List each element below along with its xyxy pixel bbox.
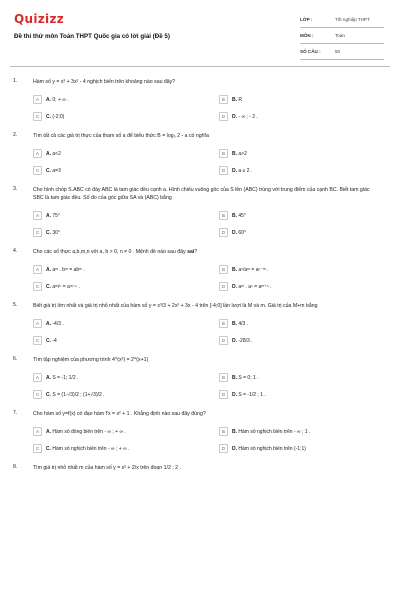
option-text xyxy=(46,97,69,103)
answer-option-b[interactable] xyxy=(219,148,385,159)
answer-option-b[interactable] xyxy=(219,210,385,221)
option-letter-box: A xyxy=(33,373,42,382)
question-text-part: Cho hàm số y=f(x) có đạo hàm f'x = x² + 1 . Khẳng định nào sau đây đúng? xyxy=(33,411,206,417)
option-label: C. xyxy=(46,391,51,398)
answer-option-a[interactable] xyxy=(33,318,199,329)
option-letter-box: B xyxy=(219,211,228,220)
option-value: aᵐ/ⁿ = aᵐ⁻ⁿ . xyxy=(52,283,80,290)
meta-label: MÔN : xyxy=(300,33,314,38)
answer-option-c[interactable] xyxy=(33,443,199,454)
question-text-part: Biết giá trị lớn nhất và giá trị nhỏ nhất của hàm số y = x³/3 + 2x² + 3x - 4 trên [-4;0] lần lượt là M và m. Giá trị của M+m bằng xyxy=(33,303,318,309)
option-letter-box: D xyxy=(219,166,228,175)
option-letter-box: C xyxy=(33,336,42,345)
question-text xyxy=(33,356,378,364)
question-item xyxy=(0,464,400,472)
meta-value: 50 xyxy=(335,49,341,54)
answer-options xyxy=(33,264,385,292)
question-text-part: ? xyxy=(194,249,198,255)
option-text xyxy=(232,429,310,435)
option-letter-box: B xyxy=(219,95,228,104)
answer-option-a[interactable] xyxy=(33,426,199,437)
option-letter-box: A xyxy=(33,95,42,104)
option-text xyxy=(232,392,266,398)
option-text xyxy=(46,114,64,120)
option-text xyxy=(46,284,80,290)
answer-options xyxy=(33,94,385,122)
option-label: B. xyxy=(232,212,237,219)
option-value: (-2;0) xyxy=(52,113,65,120)
option-letter-box: B xyxy=(219,265,228,274)
option-text xyxy=(46,230,60,236)
question-text-part: Tìm tất cả các giá trị thực của tham số a để biểu thức B = log₃ 2 - a có nghĩa xyxy=(33,133,209,139)
option-value: a>2 xyxy=(238,150,247,157)
option-label: C. xyxy=(46,283,51,290)
option-value: 75° xyxy=(52,212,60,219)
question-text-part: Tìm tập nghiệm của phương trình 4^(x²) = 2^(x+1) xyxy=(33,357,149,363)
question-number: 7. xyxy=(13,410,18,416)
option-letter-box: C xyxy=(33,112,42,121)
option-letter-box: A xyxy=(33,265,42,274)
option-text xyxy=(232,151,247,157)
option-label: C. xyxy=(46,167,51,174)
option-label: B. xyxy=(232,428,237,435)
option-value: aᵐ . aⁿ = aᵐ⁺ⁿ . xyxy=(238,283,272,290)
option-text xyxy=(46,168,61,174)
question-text xyxy=(33,186,378,202)
answer-option-d[interactable] xyxy=(219,227,385,238)
option-letter-box: C xyxy=(33,444,42,453)
question-text-part: Hàm số y = x³ + 3x² - 4 nghịch biến trên khoảng nào sau đây? xyxy=(33,79,176,85)
answer-options xyxy=(33,372,385,400)
option-label: B. xyxy=(232,320,237,327)
question-item xyxy=(0,410,400,454)
question-text-part: Cho hình chóp S.ABC có đáy ABC là tam giác đều cạnh a. Hình chiếu vuông góc của S lên (ABC) trùng với trung điểm của cạnh BC. Biết tam giác SBC là tam giác đều. Số đo của góc giữa SA và (ABC) bằng xyxy=(33,187,370,201)
meta-value: Toán xyxy=(335,33,345,38)
option-text xyxy=(46,213,60,219)
question-number: 5. xyxy=(13,302,18,308)
meta-label: LỚP : xyxy=(300,17,313,22)
meta-row-class xyxy=(300,14,384,28)
answer-option-c[interactable] xyxy=(33,389,199,400)
option-label: A. xyxy=(46,320,51,327)
option-letter-box: C xyxy=(33,282,42,291)
answer-option-b[interactable] xyxy=(219,318,385,329)
option-value: S = -1; 1/2 . xyxy=(52,374,79,381)
option-label: C. xyxy=(46,445,51,452)
option-value: S = (1-√3)/2 ; (1+√3)/2 . xyxy=(52,391,105,398)
answer-option-d[interactable] xyxy=(219,335,385,346)
question-number: 4. xyxy=(13,248,18,254)
question-text xyxy=(33,410,378,418)
option-text xyxy=(232,446,306,452)
option-value: - ∞ ; - 2 . xyxy=(238,113,258,120)
option-label: B. xyxy=(232,150,237,157)
question-text xyxy=(33,302,378,310)
meta-row-count xyxy=(300,46,384,60)
answer-options xyxy=(33,210,385,238)
option-text xyxy=(46,392,105,398)
option-letter-box: D xyxy=(219,390,228,399)
option-text xyxy=(232,230,246,236)
meta-row-subject xyxy=(300,30,384,44)
answer-option-b[interactable] xyxy=(219,264,385,275)
option-text xyxy=(46,321,64,327)
option-value: -4 xyxy=(52,337,57,344)
answer-option-c[interactable] xyxy=(33,111,199,122)
meta-value: Tốt nghiệp THPT xyxy=(335,17,370,22)
option-letter-box: B xyxy=(219,319,228,328)
option-letter-box: C xyxy=(33,228,42,237)
option-label: A. xyxy=(46,374,51,381)
option-value: Hàm số nghịch biến trên (-1;1) xyxy=(238,445,306,452)
option-label: D. xyxy=(232,229,237,236)
meta-label: SỐ CÂU : xyxy=(300,49,321,54)
option-value: R xyxy=(238,96,243,103)
option-letter-box: B xyxy=(219,373,228,382)
option-text xyxy=(46,375,78,381)
option-value: -4/3 . xyxy=(52,320,64,327)
answer-option-c[interactable] xyxy=(33,227,199,238)
option-text xyxy=(232,267,269,273)
option-label: C. xyxy=(46,229,51,236)
question-number: 3. xyxy=(13,186,18,192)
question-text xyxy=(33,132,378,140)
answer-option-d[interactable] xyxy=(219,165,385,176)
option-label: D. xyxy=(232,167,237,174)
question-text xyxy=(33,248,378,256)
option-text xyxy=(232,338,253,344)
answer-options xyxy=(33,318,385,346)
answer-option-d[interactable] xyxy=(219,443,385,454)
option-label: A. xyxy=(46,150,51,157)
option-value: a<2 xyxy=(52,150,61,157)
answer-option-c[interactable] xyxy=(33,165,199,176)
option-text xyxy=(46,338,57,344)
answer-option-a[interactable] xyxy=(33,94,199,105)
option-value: 30° xyxy=(52,229,60,236)
option-letter-box: D xyxy=(219,112,228,121)
option-value: aᵐ . bᵐ = abᵐ . xyxy=(52,266,85,273)
answer-option-a[interactable] xyxy=(33,210,199,221)
option-text xyxy=(46,429,126,435)
answer-option-d[interactable] xyxy=(219,281,385,292)
answer-option-d[interactable] xyxy=(219,111,385,122)
option-text xyxy=(232,321,248,327)
option-text xyxy=(232,97,242,103)
option-label: B. xyxy=(232,96,237,103)
option-label: A. xyxy=(46,428,51,435)
question-item xyxy=(0,132,400,176)
option-text xyxy=(232,213,246,219)
question-item xyxy=(0,78,400,122)
option-value: a ≤ 2 . xyxy=(238,167,253,174)
option-label: D. xyxy=(232,283,237,290)
option-text xyxy=(46,151,61,157)
option-value: S = 0; 1 . xyxy=(238,374,259,381)
header-divider xyxy=(10,66,390,67)
meta-table xyxy=(300,14,384,62)
answer-option-a[interactable] xyxy=(33,148,199,159)
answer-option-b[interactable] xyxy=(219,426,385,437)
answer-option-a[interactable] xyxy=(33,372,199,383)
option-letter-box: D xyxy=(219,282,228,291)
option-label: C. xyxy=(46,113,51,120)
question-emphasis: sai xyxy=(187,249,195,255)
question-item xyxy=(0,302,400,346)
option-label: A. xyxy=(46,212,51,219)
option-text xyxy=(232,375,259,381)
option-text xyxy=(46,267,85,273)
option-letter-box: C xyxy=(33,390,42,399)
option-letter-box: D xyxy=(219,336,228,345)
option-text xyxy=(232,168,252,174)
option-value: Hàm số nghịch biến trên - ∞ ; + ∞ . xyxy=(52,445,130,452)
answer-option-a[interactable] xyxy=(33,264,199,275)
option-label: C. xyxy=(46,337,51,344)
question-number: 2. xyxy=(13,132,18,138)
option-label: B. xyxy=(232,266,237,273)
document-title: Đề thi thử môn Toán THPT Quốc gia có lời giải (Đề 5) xyxy=(14,33,170,40)
option-label: D. xyxy=(232,337,237,344)
option-value: 4/3 . xyxy=(238,320,249,327)
option-letter-box: A xyxy=(33,319,42,328)
option-letter-box: B xyxy=(219,149,228,158)
option-text xyxy=(232,114,258,120)
option-value: Hàm số đồng biến trên - ∞ ; + ∞ . xyxy=(52,428,126,435)
option-letter-box: C xyxy=(33,166,42,175)
question-text-part: Cho các số thực a,b,m,n với a, b > 0, n ≠ 0 . Mệnh đề nào sau đây xyxy=(33,249,188,255)
option-label: D. xyxy=(232,391,237,398)
option-label: A. xyxy=(46,96,51,103)
option-text xyxy=(46,446,129,452)
option-value: -28/3 . xyxy=(238,337,253,344)
option-letter-box: D xyxy=(219,444,228,453)
option-letter-box: A xyxy=(33,211,42,220)
answer-option-b[interactable] xyxy=(219,94,385,105)
option-letter-box: D xyxy=(219,228,228,237)
option-value: Hàm số nghịch biến trên - ∞ ; 1 . xyxy=(238,428,311,435)
answer-option-c[interactable] xyxy=(33,281,199,292)
answer-options xyxy=(33,148,385,176)
question-number: 1. xyxy=(13,78,18,84)
option-value: aⁿ/aᵐ = aⁿ⁻ᵐ . xyxy=(238,266,269,273)
option-letter-box: B xyxy=(219,427,228,436)
question-text xyxy=(33,464,378,472)
option-label: B. xyxy=(232,374,237,381)
option-letter-box: A xyxy=(33,149,42,158)
option-value: 60° xyxy=(238,229,246,236)
option-value: a=3 xyxy=(52,167,61,174)
question-item xyxy=(0,186,400,238)
option-text xyxy=(232,284,271,290)
option-label: A. xyxy=(46,266,51,273)
option-value: 45° xyxy=(238,212,246,219)
question-item xyxy=(0,356,400,400)
question-text xyxy=(33,78,378,86)
option-label: D. xyxy=(232,113,237,120)
answer-option-d[interactable] xyxy=(219,389,385,400)
question-number: 6. xyxy=(13,356,18,362)
question-text-part: Tìm giá trị nhỏ nhất m của hàm số y = x² + 2/x trên đoạn 1/2 ; 2 . xyxy=(33,465,181,471)
question-item xyxy=(0,248,400,292)
option-label: D. xyxy=(232,445,237,452)
answer-option-c[interactable] xyxy=(33,335,199,346)
question-list xyxy=(0,78,400,482)
option-value: 0; + ∞ . xyxy=(52,96,69,103)
answer-options xyxy=(33,426,385,454)
answer-option-b[interactable] xyxy=(219,372,385,383)
quizizz-logo: Quizizz xyxy=(14,12,65,26)
question-number: 8. xyxy=(13,464,18,470)
option-letter-box: A xyxy=(33,427,42,436)
option-value: S = -1/2 ; 1 . xyxy=(238,391,266,398)
